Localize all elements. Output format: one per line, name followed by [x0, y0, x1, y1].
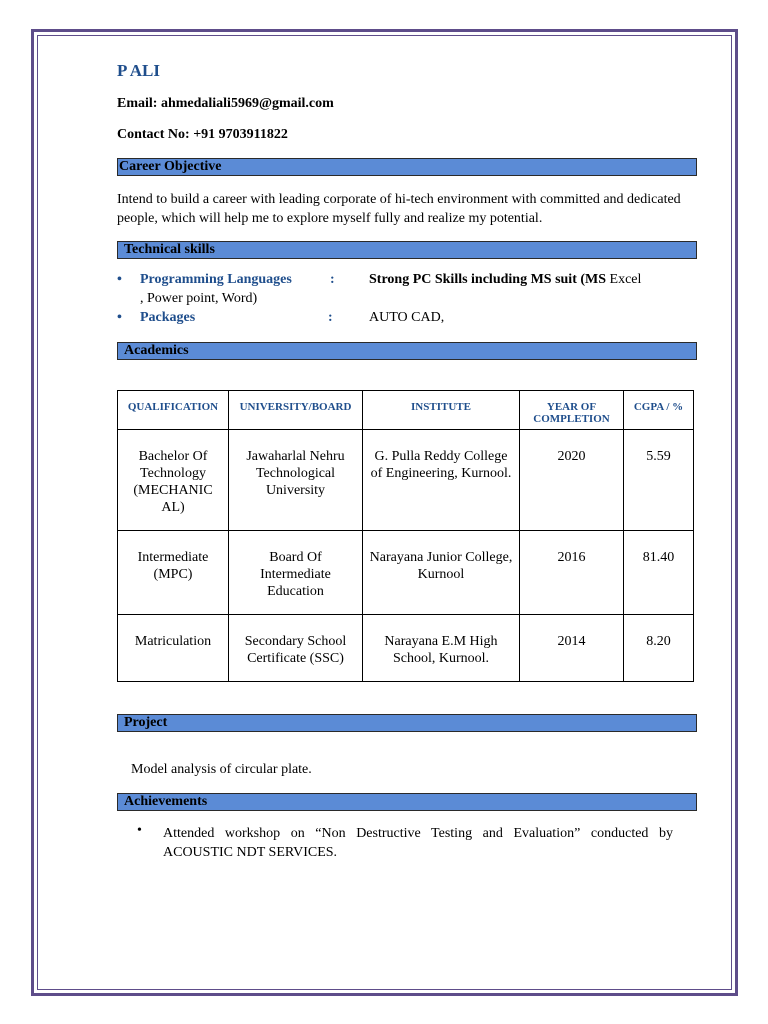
- table-cell: Narayana Junior College, Kurnool: [363, 531, 520, 615]
- table-cell: 5.59: [624, 430, 694, 531]
- skill-label-packages: Packages: [140, 310, 196, 325]
- table-cell: 2014: [520, 615, 624, 682]
- skill-value-packages: AUTO CAD,: [369, 310, 445, 325]
- skill-label-programming: Programming Languages: [140, 272, 292, 287]
- column-header: QUALIFICATION: [118, 391, 229, 430]
- skill-value-bold: Strong PC Skills including MS suit (MS: [369, 272, 607, 287]
- table-cell: Intermediate (MPC): [118, 531, 229, 615]
- column-header: YEAR OF COMPLETION: [520, 391, 624, 430]
- academics-table: [117, 390, 694, 682]
- column-header: CGPA / %: [624, 391, 694, 430]
- skill-value-programming: [369, 272, 641, 288]
- project-text: Model analysis of circular plate.: [131, 762, 312, 777]
- bullet-icon: •: [117, 272, 122, 287]
- table-cell: 2020: [520, 430, 624, 531]
- achievements-heading: Achievements: [117, 793, 697, 811]
- skill-colon: :: [328, 310, 333, 325]
- table-cell: 2016: [520, 531, 624, 615]
- candidate-name: P ALI: [117, 61, 160, 80]
- skill-value-rest: Excel: [609, 272, 642, 287]
- skill-colon: :: [330, 272, 335, 287]
- career-objective-heading: Career Objective: [117, 158, 697, 176]
- achievement-item: Attended workshop on “Non Destructive Testing and Evaluation” conducted by ACOUSTIC NDT SERVICES.: [163, 826, 673, 860]
- project-heading: Project: [117, 714, 697, 732]
- table-cell: G. Pulla Reddy College of Engineering, Kurnool.: [363, 430, 520, 531]
- table-row: [118, 430, 694, 531]
- table-row: [118, 531, 694, 615]
- table-cell: Secondary School Certificate (SSC): [229, 615, 363, 682]
- table-cell: 8.20: [624, 615, 694, 682]
- technical-skills-heading: Technical skills: [117, 241, 697, 259]
- email-line: Email: ahmedaliali5969@gmail.com: [117, 96, 334, 111]
- contact-line: Contact No: +91 9703911822: [117, 127, 288, 142]
- career-objective-text: Intend to build a career with leading corporate of hi-tech environment with committed and dedicated people, which will help me to explore myself fully and realize my potential.: [117, 192, 681, 226]
- table-cell: Bachelor Of Technology (MECHANIC AL): [118, 430, 229, 531]
- skill-value-wrap: , Power point, Word): [140, 291, 258, 306]
- column-header: INSTITUTE: [363, 391, 520, 430]
- bullet-icon: •: [137, 823, 142, 838]
- table-cell: Narayana E.M High School, Kurnool.: [363, 615, 520, 682]
- column-header: UNIVERSITY/BOARD: [229, 391, 363, 430]
- table-cell: 81.40: [624, 531, 694, 615]
- table-header-row: [118, 391, 694, 430]
- table-cell: Matriculation: [118, 615, 229, 682]
- academics-heading: Academics: [117, 342, 697, 360]
- table-row: [118, 615, 694, 682]
- bullet-icon: •: [117, 310, 122, 325]
- table-cell: Jawaharlal Nehru Technological University: [229, 430, 363, 531]
- table-cell: Board Of Intermediate Education: [229, 531, 363, 615]
